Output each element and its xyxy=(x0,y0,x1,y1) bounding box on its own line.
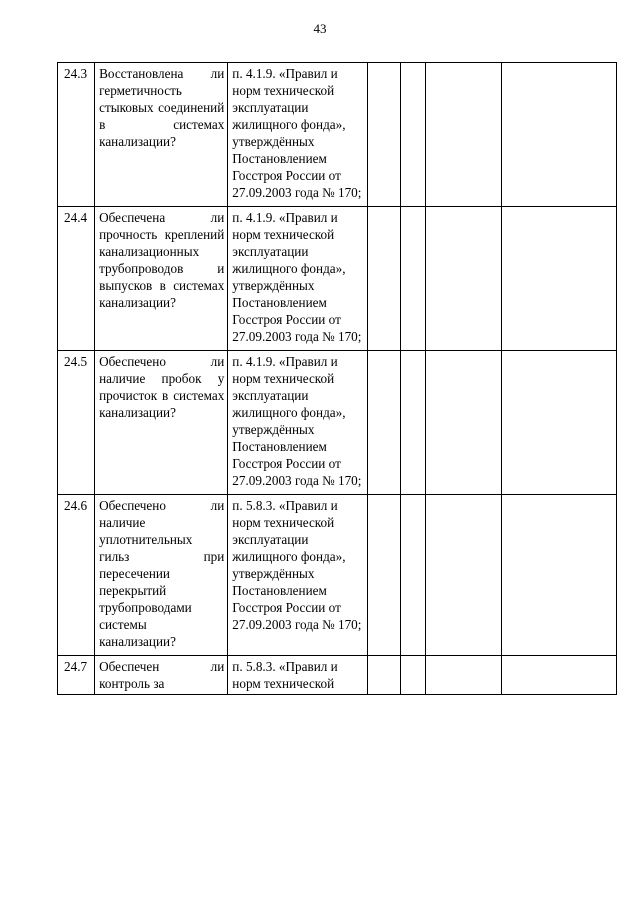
empty-cell xyxy=(400,495,425,656)
empty-cell xyxy=(368,656,401,695)
item-number: 24.7 xyxy=(58,656,95,695)
reference-cell: п. 4.1.9. «Правил и норм технической эксплуатации жилищного фонда», утверждённых Постановлением Госстроя России от 27.09.2003 года № 170; xyxy=(228,351,368,495)
reference-cell: п. 5.8.3. «Правил и норм технической эксплуатации жилищного фонда», утверждённых Постановлением Госстроя России от 27.09.2003 года № 170; xyxy=(228,495,368,656)
reference-cell: п. 4.1.9. «Правил и норм технической эксплуатации жилищного фонда», утверждённых Постановлением Госстроя России от 27.09.2003 года № 170; xyxy=(228,207,368,351)
table-row xyxy=(58,656,617,695)
checklist-table xyxy=(57,62,617,695)
empty-cell xyxy=(502,63,617,207)
empty-cell xyxy=(368,495,401,656)
table-row xyxy=(58,351,617,495)
item-number: 24.4 xyxy=(58,207,95,351)
reference-cell: п. 5.8.3. «Правил и норм технической xyxy=(228,656,368,695)
table-row xyxy=(58,495,617,656)
empty-cell xyxy=(425,63,501,207)
empty-cell xyxy=(502,656,617,695)
empty-cell xyxy=(400,656,425,695)
item-number: 24.6 xyxy=(58,495,95,656)
question-cell: Восстановлена ли герметичность стыковых соединений в системах канализации? xyxy=(95,63,228,207)
reference-cell: п. 4.1.9. «Правил и норм технической эксплуатации жилищного фонда», утверждённых Постановлением Госстроя России от 27.09.2003 года № 170; xyxy=(228,63,368,207)
empty-cell xyxy=(368,63,401,207)
empty-cell xyxy=(400,351,425,495)
empty-cell xyxy=(502,207,617,351)
empty-cell xyxy=(400,207,425,351)
table-row xyxy=(58,63,617,207)
page-number: 43 xyxy=(313,21,327,36)
question-cell: Обеспечено ли наличие пробок у прочисток в системах канализации? xyxy=(95,351,228,495)
empty-cell xyxy=(502,351,617,495)
empty-cell xyxy=(368,351,401,495)
empty-cell xyxy=(425,495,501,656)
item-number: 24.3 xyxy=(58,63,95,207)
question-cell: Обеспечено ли наличие уплотнительных гильз при пересечении перекрытий трубопроводами системы канализации? xyxy=(95,495,228,656)
item-number: 24.5 xyxy=(58,351,95,495)
empty-cell xyxy=(425,656,501,695)
table-row xyxy=(58,207,617,351)
empty-cell xyxy=(502,495,617,656)
question-cell: Обеспечен ли контроль за xyxy=(95,656,228,695)
empty-cell xyxy=(425,207,501,351)
empty-cell xyxy=(425,351,501,495)
question-cell: Обеспечена ли прочность креплений канализационных трубопроводов и выпусков в системах канализации? xyxy=(95,207,228,351)
empty-cell xyxy=(400,63,425,207)
empty-cell xyxy=(368,207,401,351)
